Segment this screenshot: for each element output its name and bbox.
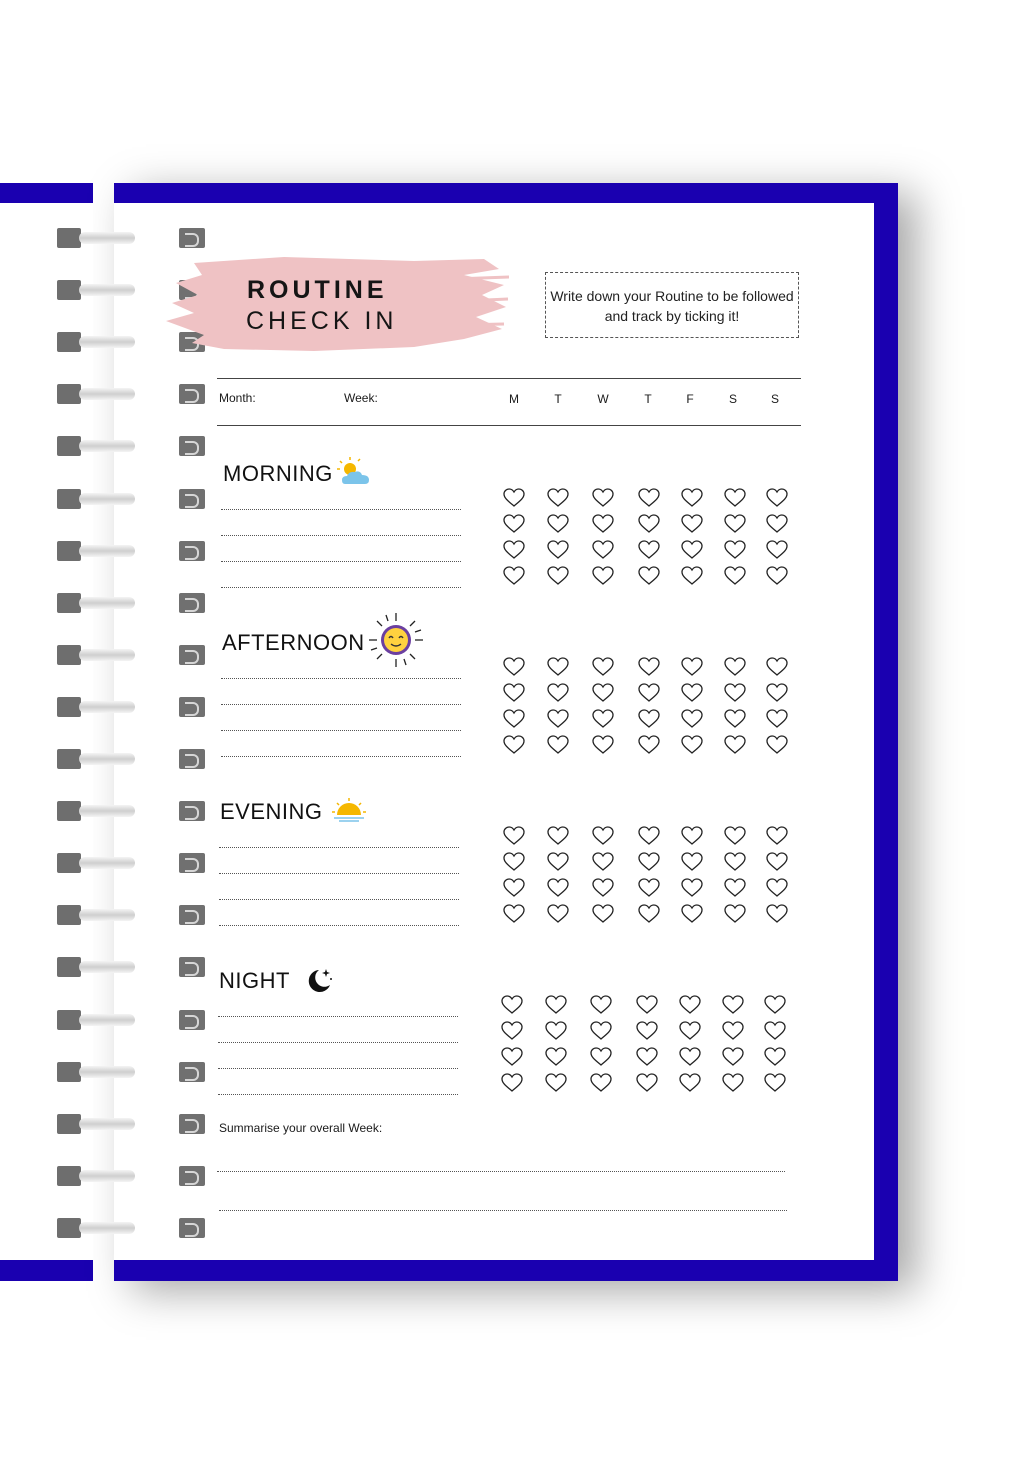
binder-ring [57, 1008, 152, 1032]
heart-checkbox-icon[interactable] [681, 540, 703, 560]
binder-ring [57, 1112, 152, 1136]
heart-checkbox-icon[interactable] [592, 709, 614, 729]
summary-label: Summarise your overall Week: [219, 1121, 383, 1135]
binder-ring [57, 851, 152, 875]
heart-checkbox-icon[interactable] [501, 1021, 523, 1041]
heart-checkbox-icon[interactable] [722, 1073, 744, 1093]
binder-ring [57, 278, 152, 302]
routine-entry-line[interactable] [221, 561, 461, 562]
heart-checkbox-icon[interactable] [503, 514, 525, 534]
heart-checkbox-icon[interactable] [766, 488, 788, 508]
heart-checkbox-icon[interactable] [638, 566, 660, 586]
heart-checkbox-icon[interactable] [503, 709, 525, 729]
heart-checkbox-icon[interactable] [681, 488, 703, 508]
binder-ring [57, 643, 152, 667]
sun-behind-cloud-icon [336, 456, 372, 488]
day-header: S [770, 392, 779, 406]
heart-checkbox-icon[interactable] [547, 540, 569, 560]
heart-checkbox-icon[interactable] [592, 566, 614, 586]
heart-checkbox-icon[interactable] [592, 878, 614, 898]
heart-checkbox-icon[interactable] [681, 878, 703, 898]
heart-checkbox-icon[interactable] [638, 488, 660, 508]
heart-checkbox-icon[interactable] [503, 683, 525, 703]
heart-checkbox-icon[interactable] [503, 852, 525, 872]
heart-checkbox-icon[interactable] [724, 735, 746, 755]
heart-checkbox-icon[interactable] [638, 826, 660, 846]
heart-checkbox-icon[interactable] [547, 683, 569, 703]
binder-ring [57, 1164, 152, 1188]
heart-checkbox-icon[interactable] [547, 566, 569, 586]
routine-entry-line[interactable] [221, 535, 461, 536]
heart-checkbox-icon[interactable] [638, 904, 660, 924]
heart-checkbox-icon[interactable] [724, 878, 746, 898]
heart-checkbox-icon[interactable] [722, 1047, 744, 1067]
section-title-night: NIGHT [219, 968, 290, 993]
heart-checkbox-icon[interactable] [592, 904, 614, 924]
routine-entry-line[interactable] [221, 704, 461, 705]
heart-checkbox-icon[interactable] [503, 566, 525, 586]
heart-checkbox-icon[interactable] [764, 1021, 786, 1041]
day-header: F [686, 392, 694, 406]
planner-page [114, 203, 874, 1260]
day-header: T [554, 392, 562, 406]
heart-checkbox-icon[interactable] [681, 683, 703, 703]
heart-checkbox-icon[interactable] [545, 1021, 567, 1041]
binder-ring [57, 434, 152, 458]
heart-checkbox-icon[interactable] [547, 826, 569, 846]
binder-ring [57, 1060, 152, 1084]
section-title-morning: MORNING [223, 461, 333, 486]
heart-checkbox-icon[interactable] [592, 488, 614, 508]
routine-entry-line[interactable] [218, 1094, 458, 1095]
heart-checkbox-icon[interactable] [638, 709, 660, 729]
heart-checkbox-icon[interactable] [636, 1073, 658, 1093]
routine-entry-line[interactable] [221, 587, 461, 588]
heart-checkbox-icon[interactable] [681, 514, 703, 534]
routine-entry-line[interactable] [221, 678, 461, 679]
divider-bottom [217, 425, 801, 426]
heart-checkbox-icon[interactable] [764, 1047, 786, 1067]
heart-checkbox-icon[interactable] [679, 1021, 701, 1041]
heart-checkbox-icon[interactable] [766, 709, 788, 729]
heart-checkbox-icon[interactable] [638, 852, 660, 872]
summary-line[interactable] [219, 1210, 787, 1211]
heart-checkbox-icon[interactable] [545, 995, 567, 1015]
heart-checkbox-icon[interactable] [724, 852, 746, 872]
binder-ring [57, 799, 152, 823]
heart-checkbox-icon[interactable] [590, 1073, 612, 1093]
day-header: M [509, 392, 519, 406]
routine-entry-line[interactable] [221, 509, 461, 510]
heart-checkbox-icon[interactable] [722, 995, 744, 1015]
heart-checkbox-icon[interactable] [638, 657, 660, 677]
heart-checkbox-icon[interactable] [503, 540, 525, 560]
heart-checkbox-icon[interactable] [679, 995, 701, 1015]
heart-checkbox-icon[interactable] [681, 826, 703, 846]
heart-checkbox-icon[interactable] [638, 878, 660, 898]
section-title-afternoon: AFTERNOON [222, 630, 365, 655]
heart-checkbox-icon[interactable] [503, 735, 525, 755]
routine-entry-line[interactable] [218, 1042, 458, 1043]
binder-ring [57, 591, 152, 615]
heart-checkbox-icon[interactable] [766, 683, 788, 703]
routine-entry-line[interactable] [218, 1068, 458, 1069]
heart-checkbox-icon[interactable] [547, 904, 569, 924]
heart-checkbox-icon[interactable] [681, 852, 703, 872]
heart-checkbox-icon[interactable] [590, 1047, 612, 1067]
heart-checkbox-icon[interactable] [592, 514, 614, 534]
heart-checkbox-icon[interactable] [766, 657, 788, 677]
binder-ring [57, 695, 152, 719]
heart-checkbox-icon[interactable] [636, 995, 658, 1015]
heart-checkbox-icon[interactable] [681, 709, 703, 729]
heart-checkbox-icon[interactable] [766, 904, 788, 924]
heart-checkbox-icon[interactable] [592, 683, 614, 703]
binder-ring [57, 539, 152, 563]
heart-checkbox-icon[interactable] [724, 904, 746, 924]
binder-ring [57, 330, 152, 354]
summary-line[interactable] [217, 1171, 785, 1172]
heart-checkbox-icon[interactable] [501, 1073, 523, 1093]
heart-checkbox-icon[interactable] [766, 735, 788, 755]
heart-checkbox-icon[interactable] [766, 852, 788, 872]
heart-checkbox-icon[interactable] [592, 826, 614, 846]
page-subtitle: CHECK IN [246, 307, 398, 335]
heart-checkbox-icon[interactable] [766, 826, 788, 846]
heart-checkbox-icon[interactable] [638, 735, 660, 755]
heart-checkbox-icon[interactable] [503, 488, 525, 508]
heart-checkbox-icon[interactable] [724, 709, 746, 729]
heart-checkbox-icon[interactable] [636, 1047, 658, 1067]
binder-ring [57, 955, 152, 979]
page-title: ROUTINE [247, 276, 388, 304]
routine-entry-line[interactable] [219, 925, 459, 926]
heart-checkbox-icon[interactable] [503, 826, 525, 846]
heart-checkbox-icon[interactable] [501, 1047, 523, 1067]
routine-entry-line[interactable] [219, 873, 459, 874]
heart-checkbox-icon[interactable] [638, 683, 660, 703]
binder-ring [57, 382, 152, 406]
page-margin-left [0, 203, 93, 1260]
heart-checkbox-icon[interactable] [724, 657, 746, 677]
heart-checkbox-icon[interactable] [722, 1021, 744, 1041]
heart-checkbox-icon[interactable] [724, 826, 746, 846]
routine-entry-line[interactable] [219, 847, 459, 848]
heart-checkbox-icon[interactable] [501, 995, 523, 1015]
routine-entry-line[interactable] [221, 730, 461, 731]
heart-checkbox-icon[interactable] [681, 566, 703, 586]
heart-checkbox-icon[interactable] [724, 683, 746, 703]
heart-checkbox-icon[interactable] [547, 514, 569, 534]
heart-checkbox-icon[interactable] [547, 488, 569, 508]
heart-checkbox-icon[interactable] [545, 1073, 567, 1093]
binder-ring [57, 903, 152, 927]
heart-checkbox-icon[interactable] [638, 514, 660, 534]
heart-checkbox-icon[interactable] [681, 735, 703, 755]
heart-checkbox-icon[interactable] [592, 657, 614, 677]
heart-checkbox-icon[interactable] [764, 995, 786, 1015]
heart-checkbox-icon[interactable] [766, 878, 788, 898]
sun-face-icon [367, 611, 425, 669]
heart-checkbox-icon[interactable] [766, 566, 788, 586]
heart-checkbox-icon[interactable] [679, 1047, 701, 1067]
heart-checkbox-icon[interactable] [503, 904, 525, 924]
heart-checkbox-icon[interactable] [503, 878, 525, 898]
heart-checkbox-icon[interactable] [766, 540, 788, 560]
heart-checkbox-icon[interactable] [547, 735, 569, 755]
divider-top [217, 378, 801, 379]
heart-checkbox-icon[interactable] [724, 514, 746, 534]
heart-checkbox-icon[interactable] [764, 1073, 786, 1093]
heart-checkbox-icon[interactable] [681, 657, 703, 677]
heart-checkbox-icon[interactable] [547, 657, 569, 677]
binder-ring [57, 1216, 152, 1240]
heart-checkbox-icon[interactable] [724, 540, 746, 560]
heart-checkbox-icon[interactable] [636, 1021, 658, 1041]
day-header: T [644, 392, 652, 406]
heart-checkbox-icon[interactable] [590, 995, 612, 1015]
month-label: Month: [219, 391, 256, 405]
heart-checkbox-icon[interactable] [724, 488, 746, 508]
day-header: W [597, 392, 609, 406]
heart-checkbox-icon[interactable] [681, 904, 703, 924]
heart-checkbox-icon[interactable] [503, 657, 525, 677]
heart-checkbox-icon[interactable] [679, 1073, 701, 1093]
heart-checkbox-icon[interactable] [592, 852, 614, 872]
binder-ring [57, 487, 152, 511]
heart-checkbox-icon[interactable] [590, 1021, 612, 1041]
routine-entry-line[interactable] [218, 1016, 458, 1017]
heart-checkbox-icon[interactable] [766, 514, 788, 534]
heart-checkbox-icon[interactable] [724, 566, 746, 586]
heart-checkbox-icon[interactable] [547, 709, 569, 729]
binder-ring [57, 226, 152, 250]
section-title-evening: EVENING [220, 799, 323, 824]
heart-checkbox-icon[interactable] [545, 1047, 567, 1067]
week-label: Week: [344, 391, 378, 405]
crescent-moon-icon [305, 964, 335, 994]
instruction-box: Write down your Routine to be followed and track by ticking it! [545, 272, 799, 338]
routine-entry-line[interactable] [221, 756, 461, 757]
heart-checkbox-icon[interactable] [638, 540, 660, 560]
heart-checkbox-icon[interactable] [592, 540, 614, 560]
binder-ring [57, 747, 152, 771]
sunset-icon [331, 797, 367, 825]
routine-entry-line[interactable] [219, 899, 459, 900]
day-header: S [728, 392, 737, 406]
heart-checkbox-icon[interactable] [592, 735, 614, 755]
heart-checkbox-icon[interactable] [547, 878, 569, 898]
heart-checkbox-icon[interactable] [547, 852, 569, 872]
